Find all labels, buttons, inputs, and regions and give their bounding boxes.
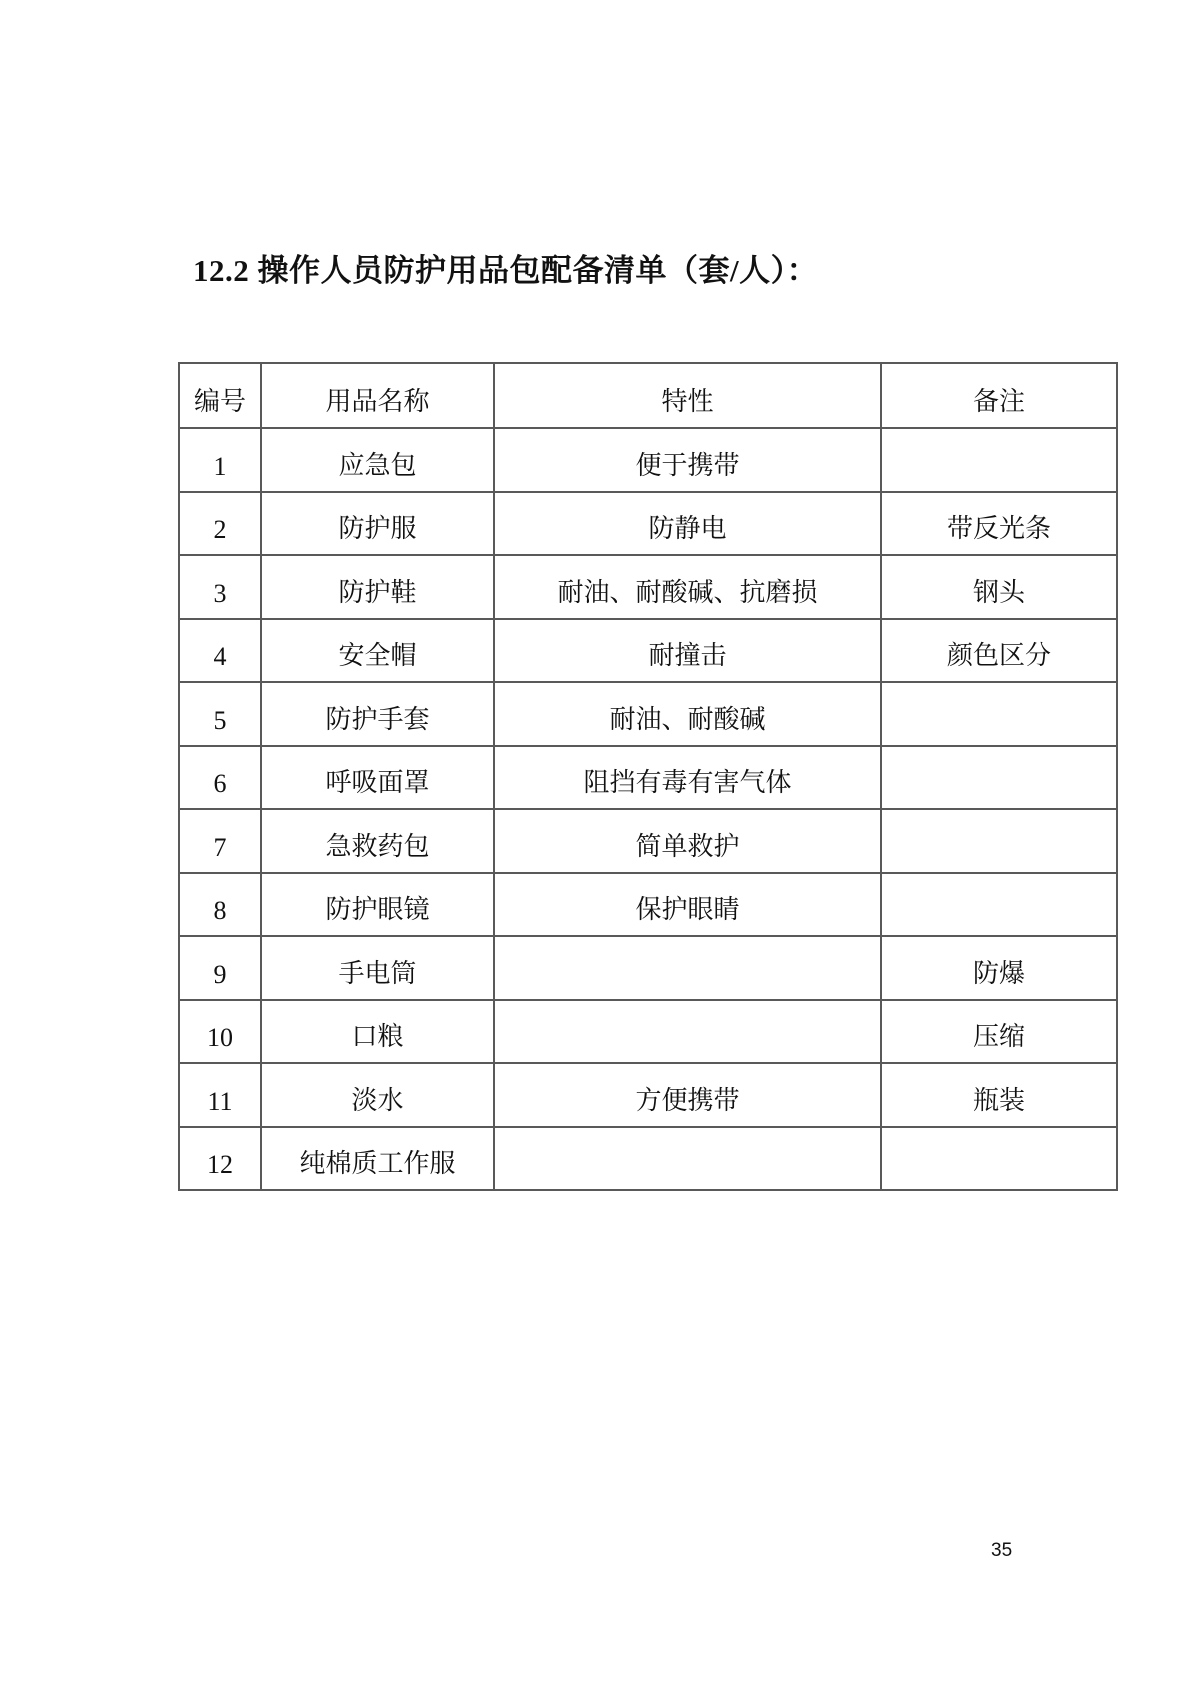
cell-feature	[494, 936, 881, 1000]
table-row	[179, 619, 1117, 683]
cell-item-name: 安全帽	[261, 619, 494, 683]
cell-number: 2	[179, 492, 261, 556]
cell-remark: 瓶装	[881, 1063, 1117, 1127]
cell-feature: 简单救护	[494, 809, 881, 873]
cell-feature: 耐油、耐酸碱、抗磨损	[494, 555, 881, 619]
table-row	[179, 1000, 1117, 1064]
cell-item-name: 防护手套	[261, 682, 494, 746]
cell-feature: 耐撞击	[494, 619, 881, 683]
cell-remark: 颜色区分	[881, 619, 1117, 683]
cell-number: 6	[179, 746, 261, 810]
header-number: 编号	[179, 363, 261, 428]
cell-remark	[881, 746, 1117, 810]
cell-number: 9	[179, 936, 261, 1000]
cell-feature: 阻挡有毒有害气体	[494, 746, 881, 810]
table-header-row	[179, 363, 1117, 428]
header-feature: 特性	[494, 363, 881, 428]
header-remark: 备注	[881, 363, 1117, 428]
cell-feature: 防静电	[494, 492, 881, 556]
cell-item-name: 呼吸面罩	[261, 746, 494, 810]
table-row	[179, 746, 1117, 810]
cell-item-name: 纯棉质工作服	[261, 1127, 494, 1191]
header-item-name: 用品名称	[261, 363, 494, 428]
cell-item-name: 应急包	[261, 428, 494, 492]
table-row	[179, 555, 1117, 619]
cell-item-name: 淡水	[261, 1063, 494, 1127]
table-row	[179, 1127, 1117, 1191]
table-row	[179, 682, 1117, 746]
cell-number: 8	[179, 873, 261, 937]
cell-item-name: 口粮	[261, 1000, 494, 1064]
cell-number: 1	[179, 428, 261, 492]
cell-feature: 耐油、耐酸碱	[494, 682, 881, 746]
cell-feature	[494, 1127, 881, 1191]
table-row	[179, 492, 1117, 556]
cell-remark	[881, 682, 1117, 746]
cell-remark	[881, 1127, 1117, 1191]
section-heading: 12.2 操作人员防护用品包配备清单（套/人）：	[193, 253, 819, 288]
cell-feature: 便于携带	[494, 428, 881, 492]
cell-number: 7	[179, 809, 261, 873]
cell-feature	[494, 1000, 881, 1064]
cell-number: 12	[179, 1127, 261, 1191]
cell-item-name: 防护服	[261, 492, 494, 556]
table-row	[179, 809, 1117, 873]
cell-item-name: 手电筒	[261, 936, 494, 1000]
cell-remark: 压缩	[881, 1000, 1117, 1064]
cell-remark: 防爆	[881, 936, 1117, 1000]
table-row	[179, 936, 1117, 1000]
cell-feature: 方便携带	[494, 1063, 881, 1127]
cell-feature: 保护眼睛	[494, 873, 881, 937]
table-row	[179, 873, 1117, 937]
cell-number: 3	[179, 555, 261, 619]
cell-remark: 钢头	[881, 555, 1117, 619]
cell-number: 10	[179, 1000, 261, 1064]
cell-number: 5	[179, 682, 261, 746]
cell-item-name: 急救药包	[261, 809, 494, 873]
equipment-table	[178, 362, 1118, 1191]
cell-item-name: 防护鞋	[261, 555, 494, 619]
cell-item-name: 防护眼镜	[261, 873, 494, 937]
table-row	[179, 428, 1117, 492]
cell-remark	[881, 809, 1117, 873]
cell-number: 11	[179, 1063, 261, 1127]
cell-remark	[881, 428, 1117, 492]
cell-number: 4	[179, 619, 261, 683]
cell-remark: 带反光条	[881, 492, 1117, 556]
table-row	[179, 1063, 1117, 1127]
cell-remark	[881, 873, 1117, 937]
page-number: 35	[991, 1540, 1013, 1561]
